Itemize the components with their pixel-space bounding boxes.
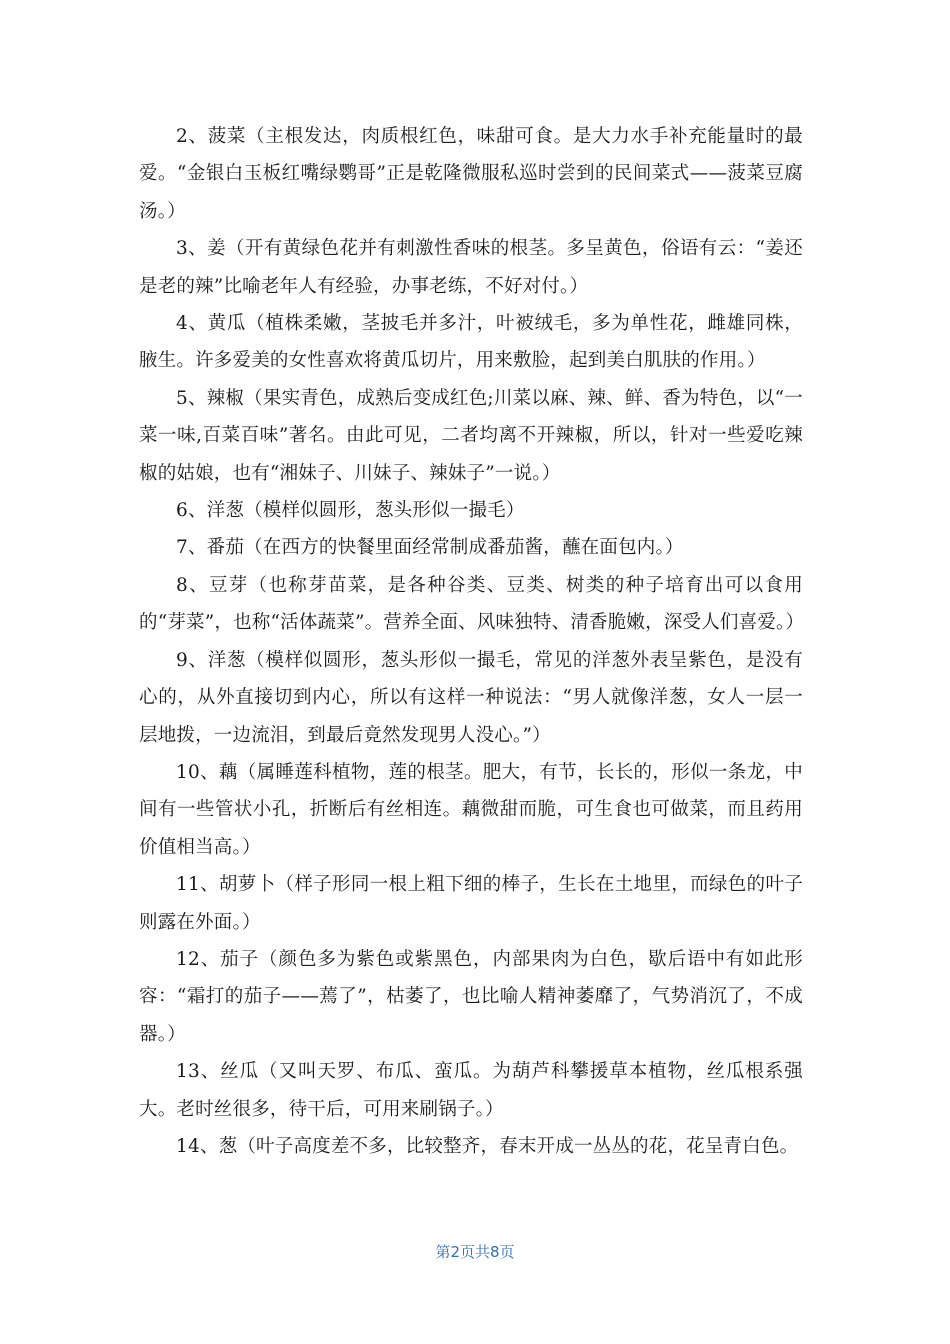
paragraph-chili: 5、辣椒（果实青色，成熟后变成红色;川菜以麻、辣、鲜、香为特色，以“一菜一味,百菜百味”著名。由此可见，二者均离不开辣椒，所以，针对一些爱吃辣椒的姑娘，也有“湘妹子、川妹子、辣妹子”一说。） <box>139 387 803 484</box>
paragraph-spinach: 2、菠菜（主根发达，肉质根红色，味甜可食。是大力水手补充能量时的最爱。“金银白玉板红嘴绿鹦哥”正是乾隆微服私巡时尝到的民间菜式——菠菜豆腐汤。） <box>139 126 803 222</box>
paragraph-loofah: 13、丝瓜（又叫天罗、布瓜、蛮瓜。为葫芦科攀援草本植物，丝瓜根系强大。老时丝很多，待干后，可用来刷锅子。） <box>139 1061 803 1120</box>
paragraph-bean-sprouts: 8、豆芽（也称芽苗菜，是各种谷类、豆类、树类的种子培育出可以食用的“芽菜”，也称“活体蔬菜”。营养全面、风味独特、清香脆嫩，深受人们喜爱。） <box>139 574 805 634</box>
paragraph-carrot: 11、胡萝卜（样子形同一根上粗下细的棒子，生长在土地里，而绿色的叶子则露在外面。） <box>139 874 803 933</box>
paragraph-scallion: 14、葱（叶子高度差不多，比较整齐，春末开成一丛丛的花，花呈青白色。 <box>176 1135 799 1157</box>
paragraph-cucumber: 4、黄瓜（植株柔嫩，茎披毛并多汁，叶被绒毛，多为单性花，雌雄同株，腋生。许多爱美的女性喜欢将黄瓜切片，用来敷脸，起到美白肌肤的作用。） <box>139 313 803 372</box>
page-number-footer: 第2页共8页 <box>435 1243 515 1261</box>
document-body <box>139 118 803 1165</box>
paragraph-onion-long: 9、洋葱（模样似圆形，葱头形似一撮毛，常见的洋葱外表呈紫色，是没有心的，从外直接切到内心，所以有这样一种说法：“男人就像洋葱，女人一层一层地拨，一边流泪，到最后竟然发现男人没心。”） <box>139 649 803 746</box>
paragraph-ginger: 3、姜（开有黄绿色花并有刺激性香味的根茎。多呈黄色，俗语有云：“姜还是老的辣”比喻老年人有经验，办事老练，不好对付。） <box>139 238 803 297</box>
paragraph-eggplant: 12、茄子（颜色多为紫色或紫黑色，内部果肉为白色，歇后语中有如此形容：“霜打的茄子——蔫了”，枯萎了，也比喻人精神萎靡了，气势消沉了，不成器。） <box>139 948 803 1045</box>
paragraph-onion-short: 6、洋葱（模样似圆形，葱头形似一撮毛） <box>176 500 525 522</box>
paragraph-tomato: 7、番茄（在西方的快餐里面经常制成番茄酱，蘸在面包内。） <box>176 537 684 559</box>
paragraph-lotus-root: 10、藕（属睡莲科植物，莲的根茎。肥大，有节，长长的，形似一条龙，中间有一些管状小孔，折断后有丝相连。藕微甜而脆，可生食也可做菜，而且药用价值相当高。） <box>139 761 803 858</box>
